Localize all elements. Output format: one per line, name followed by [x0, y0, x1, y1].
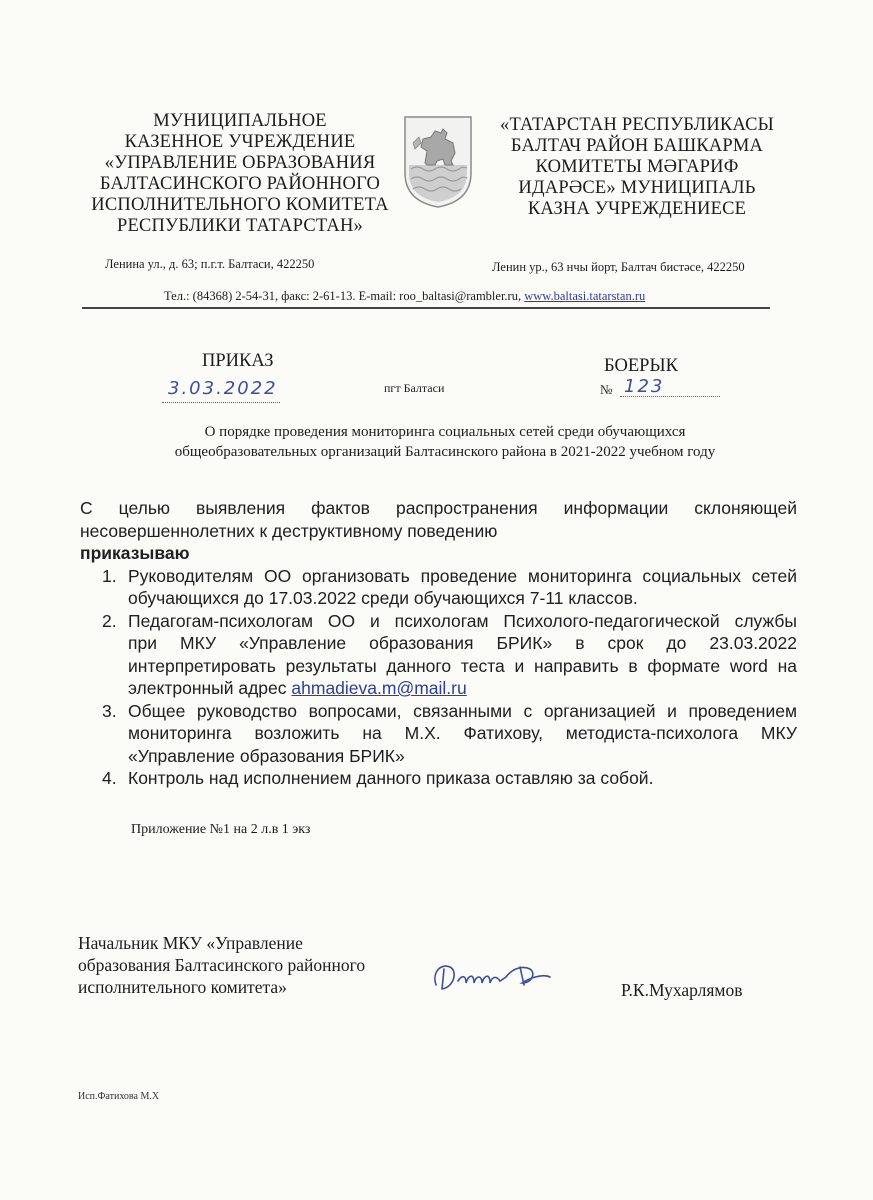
position-line: исполнительного комитета» — [78, 977, 287, 997]
address-ru: Ленина ул., д. 63; п.г.т. Балтаси, 422250 — [105, 257, 315, 271]
signature-scribble — [428, 955, 578, 1000]
subject-line: О порядке проведения мониторинга социальных сетей среди обучающихся — [204, 424, 686, 440]
header-line: ИСПОЛНИТЕЛЬНОГО КОМИТЕТА — [91, 195, 389, 215]
order-place: пгт Балтаси — [384, 381, 445, 395]
command-word: приказываю — [80, 543, 190, 563]
item-line: при МКУ «Управление образования БРИК» в срок до 23.03.2022 — [128, 633, 797, 653]
header-line: ИДАРӘСЕ» МУНИЦИПАЛЬ — [518, 178, 756, 198]
item-number: 3. — [102, 700, 117, 721]
order-number: 123 — [624, 376, 665, 397]
header-line: КАЗЕННОЕ УЧРЕЖДЕНИЕ — [124, 132, 356, 152]
signatory-position — [78, 932, 365, 998]
header-org-tt — [487, 115, 787, 220]
order-subject — [90, 422, 800, 462]
header-line: МУНИЦИПАЛЬНОЕ — [153, 111, 327, 131]
header-line: «УПРАВЛЕНИЕ ОБРАЗОВАНИЯ — [104, 153, 376, 173]
item-line: Руководителям ОО организовать проведение мониторинга социальных сетей — [128, 565, 797, 586]
item-line: Контроль над исполнением данного приказа оставляю за собой. — [128, 768, 654, 788]
item-line — [128, 677, 797, 700]
order-date-field — [162, 380, 280, 403]
subject-line: общеобразовательных организаций Балтасинского района в 2021-2022 учебном году — [174, 444, 716, 460]
email-link[interactable]: ahmadieva.m@mail.ru — [291, 678, 467, 698]
intro-line: С целью выявления фактов распространения информации склоняющей — [80, 498, 797, 518]
contacts-text: Тел.: (84368) 2-54-31, факс: 2-61-13. E-mail: roo_baltasi@rambler.ru, — [164, 289, 522, 303]
item-line: интерпретировать результаты данного теста и направить в формате word на — [128, 655, 797, 676]
item-line: мониторинга возложить на М.Х. Фатихову, методиста-психолога МКУ — [128, 723, 797, 743]
order-item — [80, 610, 797, 700]
header-line: РЕСПУБЛИКИ ТАТАРСТАН» — [116, 216, 364, 236]
website-link[interactable]: www.baltasi.tatarstan.ru — [524, 289, 646, 303]
header-org-ru — [80, 111, 400, 237]
attachment-note: Приложение №1 на 2 л.в 1 экз — [131, 822, 311, 837]
header-line: КОМИТЕТЫ МӘГАРИФ — [535, 157, 739, 177]
order-date: 3.03.2022 — [168, 378, 278, 399]
header-line: БАЛТАСИНСКОГО РАЙОННОГО — [99, 174, 381, 194]
order-items-list — [80, 565, 797, 790]
signatory-name: Р.К.Мухарлямов — [621, 980, 743, 1000]
order-title-ru: ПРИКАЗ — [202, 351, 274, 371]
executor-note: Исп.Фатихова М.Х — [78, 1091, 160, 1102]
order-item — [80, 700, 797, 768]
order-item — [80, 767, 797, 790]
item-line: Общее руководство вопросами, связанными с организацией и проведением — [128, 700, 797, 721]
item-line: «Управление образования БРИК» — [128, 745, 405, 766]
item-number: 2. — [102, 610, 117, 631]
email-prefix: электронный адрес — [128, 678, 287, 698]
order-title-tt: БОЕРЫК — [604, 356, 678, 376]
order-number-block — [600, 376, 722, 399]
intro-line: несовершеннолетних к деструктивному поведению — [80, 520, 498, 541]
item-line: Педагогам-психологам ОО и психологам Психолого-педагогической службы — [128, 610, 797, 631]
item-number: 4. — [102, 768, 117, 788]
coat-of-arms-emblem — [401, 113, 475, 209]
header-line: КАЗНА УЧРЕЖДЕНИЕСЕ — [527, 199, 747, 219]
header-divider — [82, 307, 770, 309]
position-line: образования Балтасинского районного — [78, 955, 366, 975]
position-line: Начальник МКУ «Управление — [78, 933, 303, 953]
coat-of-arms-icon — [401, 113, 475, 209]
handwritten-signature — [428, 955, 578, 1000]
header-line: «ТАТАРСТАН РЕСПУБЛИКАСЫ — [500, 115, 774, 135]
contacts-line — [164, 289, 645, 304]
item-line: обучающихся до 17.03.2022 среди обучающихся 7-11 классов. — [128, 588, 638, 608]
order-body — [80, 497, 797, 790]
item-number: 1. — [102, 565, 117, 586]
order-item — [80, 565, 797, 610]
header-line: БАЛТАЧ РАЙОН БАШКАРМА — [510, 136, 764, 156]
address-tt: Ленин ур., 63 нчы йорт, Балтач бистәсе, 422250 — [492, 260, 745, 274]
order-number-sign: № — [600, 382, 613, 397]
